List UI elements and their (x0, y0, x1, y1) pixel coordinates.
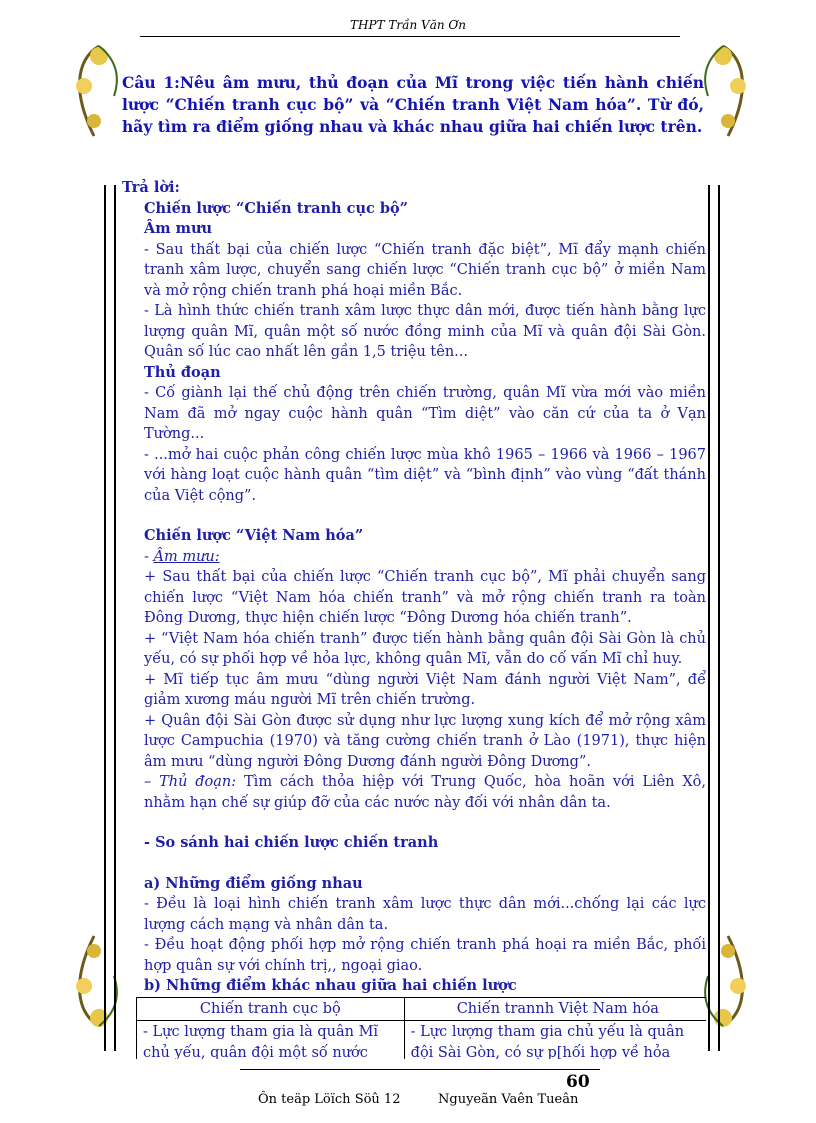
answer-label: Trả lời: (122, 179, 180, 196)
vnh-item-3: + Mĩ tiếp tục âm mưu “dùng người Việt Nam đánh người Việt Nam”, để giảm xương máu người Mĩ trên chiến trường. (144, 671, 706, 708)
spacer (144, 813, 706, 833)
vnh-thudoan-text: Tìm cách thỏa hiệp với Trung Quốc, hòa hoãn với Liên Xô, nhằm hạn chế sự giúp đỡ của các nước này đối với nhân dân ta. (144, 774, 707, 811)
vnh-heading: Chiến lược “Việt Nam hóa” (144, 527, 364, 544)
border-band-left (104, 185, 116, 1051)
vnh-item-2: + “Việt Nam hóa chiến tranh” được tiến hành bằng quân đội Sài Gòn là chủ yếu, có sự phối hợp về hỏa lực, không quân Mĩ, vẫn do cố vấn Mĩ chỉ huy. (144, 630, 706, 667)
vnh-thudoan-label: Thủ đoạn: (159, 774, 237, 790)
same-heading: a) Những điểm giống nhau (144, 874, 363, 892)
cucbo-thudoan-2: - ...mở hai cuộc phản công chiến lược mùa khô 1965 – 1966 và 1966 – 1967 với hàng loạt cuộc hành quân “tìm diệt” và “bình định” vào vùng “đất thánh của Việt cộng”. (144, 446, 706, 504)
spacer (144, 506, 706, 526)
footer-rule (240, 1069, 600, 1070)
cucbo-thudoan-label: Thủ đoạn (144, 363, 221, 381)
comparison-table (136, 997, 706, 1059)
vnh-thudoan-prefix: – (144, 774, 160, 790)
table-cell: - Lực lượng tham gia chủ yếu là quân đội Sài Gòn, có sự p[hối hợp về hỏa (404, 1021, 706, 1059)
compare-heading: - So sánh hai chiến lược chiến tranh (144, 834, 439, 851)
page-header: THPT Trần Văn Ơn (350, 18, 466, 32)
table-header-cell: Chiến tranh cục bộ (137, 997, 405, 1021)
vnh-ammuu-line (144, 547, 706, 568)
footer-left-text: Ôn teäp Löïch Söû 12 (258, 1092, 401, 1107)
vnh-ammuu-prefix: - (144, 548, 154, 565)
footer-right-text: Nguyeãn Vaên Tueân (438, 1092, 579, 1107)
page-number: 60 (566, 1072, 590, 1092)
table-cell: - Lực lượng tham gia là quân Mĩ chủ yếu, quân đội một số nước (137, 1021, 405, 1059)
header-rule (140, 36, 680, 37)
cucbo-ammuu-2: - Là hình thức chiến tranh xâm lược thực dân mới, được tiến hành bằng lực lượng quân Mĩ, quân một số nước đồng minh của Mĩ và quân đội Sài Gòn. Quân số lúc cao nhất lên gần 1,5 triệu tên... (144, 303, 706, 360)
table-header-row (137, 997, 707, 1021)
same-2: - Đều hoạt động phối hợp mở rộng chiến tranh phá hoại ra miền Bắc, phối hợp quân sự với chính trị,, ngoại giao. (144, 937, 706, 974)
question-text: Câu 1:Nêu âm mưu, thủ đoạn của Mĩ trong việc tiến hành chiến lược “Chiến tranh cục bộ” và “Chiến tranh Việt Nam hóa”. Từ đó, hãy tìm ra điểm giống nhau và khác nhau giữa hai chiến lược trên. (122, 73, 704, 136)
diff-heading: b) Những điểm khác nhau giữa hai chiến lược (144, 977, 517, 994)
spacer (144, 854, 706, 874)
cucbo-heading: Chiến lược “Chiến tranh cục bộ” (144, 199, 409, 217)
vnh-item-4: + Quân đội Sài Gòn được sử dụng như lực lượng xung kích để mở rộng xâm lược Campuchia (1970) và tăng cường chiến tranh ở Lào (1971), thực hiện âm mưu “dùng người Đông Dương đánh người Đông Dương”. (144, 712, 706, 770)
answer-body (122, 199, 706, 997)
vnh-ammuu-label: Âm mưu: (153, 548, 220, 565)
border-band-right (708, 185, 720, 1051)
table-row (137, 1021, 707, 1059)
table-header-cell: Chiến trannh Việt Nam hóa (404, 997, 706, 1021)
cucbo-ammuu-1: - Sau thất bại của chiến lược “Chiến tranh đặc biệt”, Mĩ đẩy mạnh chiến tranh xâm lược, chuyển sang chiến lược “Chiến tranh cục bộ” ở miền Nam và mở rộng chiến tranh phá hoại miền Bắc. (144, 241, 706, 299)
cucbo-thudoan-1: - Cố giành lại thế chủ động trên chiến trường, quân Mĩ vừa mới vào miền Nam đã mở ngay cuộc hành quân “Tìm diệt” vào căn cứ của ta ở Vạn Tường... (144, 385, 706, 442)
answer-content (122, 178, 706, 1059)
vnh-thudoan-line (144, 772, 706, 813)
vnh-item-1: + Sau thất bại của chiến lược “Chiến tranh cục bộ”, Mĩ phải chuyển sang chiến lược “Việt Nam hóa chiến tranh” và mở rộng chiến tranh ra toàn Đông Dương, thực hiện chiến lược “Đông Dương hóa chiến tranh”. (144, 569, 706, 626)
same-1: - Đều là loại hình chiến tranh xâm lược thực dân mới...chống lại các lực lượng cách mạng và nhân dân ta. (144, 896, 706, 933)
comparison-table-wrap (122, 997, 706, 1059)
cucbo-ammuu-label: Âm mưu (144, 220, 213, 237)
